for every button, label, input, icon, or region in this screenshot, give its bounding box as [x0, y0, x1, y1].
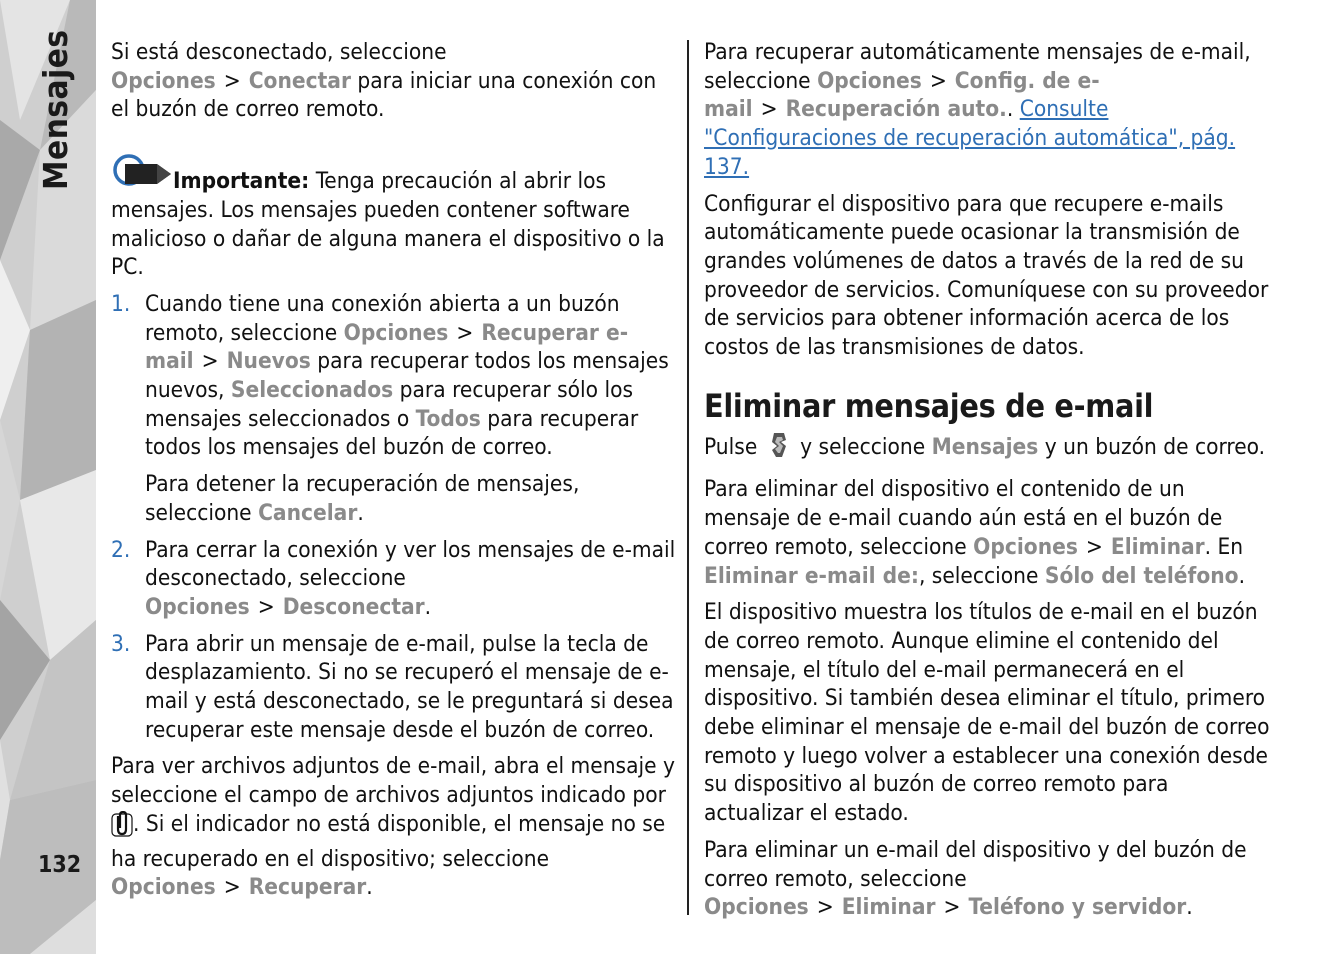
ui-option-seleccionados: Seleccionados: [230, 377, 394, 404]
separator: >: [929, 67, 947, 94]
ui-option-nuevos: Nuevos: [226, 348, 311, 375]
separator: >: [760, 96, 778, 123]
ui-option-desconectar: Desconectar: [282, 593, 425, 620]
paragraph-attachments: [111, 752, 677, 902]
page-number: 132: [38, 852, 82, 878]
ui-option-opciones: Opciones: [145, 593, 250, 620]
text: Para ver archivos adjuntos de e-mail, abra el mensaje y seleccione el campo de archivos adjuntos indicado por: [111, 753, 675, 809]
text: . En: [1204, 533, 1244, 560]
text: .: [1006, 96, 1020, 123]
text: Para eliminar del dispositivo el contenido de un mensaje de e-mail cuando aún está en el buzón de correo remoto, seleccione: [704, 476, 1223, 560]
cross-reference-link[interactable]: Consulte "Configuraciones de recuperación automática", pág. 137.: [704, 96, 1236, 180]
ui-option-recuperar: Recuperar: [248, 874, 367, 901]
important-pen-icon: [111, 150, 173, 194]
paragraph-titles: El dispositivo muestra los títulos de e-mail en el buzón de correo remoto. Aunque elimine el contenido del mensaje, el título del e-mail permanecerá en el dispositivo. Si también desea eliminar el título, primero debe eliminar el mensaje de e-mail del buzón de correo remoto y luego volver a establecer una conexión desde su dispositivo al buzón de correo remoto para actualizar el estado.: [704, 599, 1270, 827]
text: Para cerrar la conexión y ver los mensajes de e-mail desconectado, seleccione: [145, 536, 676, 592]
step-number: 3.: [111, 630, 131, 657]
ui-option-opciones: Opciones: [817, 67, 922, 94]
ui-option-todos: Todos: [415, 405, 481, 432]
list-item: [111, 630, 677, 745]
ui-option-cancelar: Cancelar: [258, 499, 358, 526]
ui-option-eliminar: Eliminar: [841, 894, 936, 921]
ui-option-opciones: Opciones: [111, 874, 216, 901]
separator: >: [943, 894, 961, 921]
text: .: [1186, 894, 1193, 921]
text: Para abrir un mensaje de e-mail, pulse la tecla de desplazamiento. Si no se recuperó el mensaje de e-mail y está desconectado, se le preguntará si desea recuperar este mensaje desde el buzón de correo.: [145, 630, 674, 743]
separator: >: [456, 319, 474, 346]
separator: >: [1085, 533, 1103, 560]
ui-option-telefono-y-servidor: Teléfono y servidor: [968, 894, 1187, 921]
step-text: [145, 536, 677, 622]
text: Pulse: [704, 433, 764, 460]
column-divider: [687, 40, 689, 915]
ui-option-eliminar: Eliminar: [1110, 533, 1205, 560]
important-text: Tenga precaución al abrir los mensajes. Los mensajes pueden contener software malicioso o dañar de alguna manera el dispositivo o la PC.: [111, 168, 665, 281]
paperclip-icon: [111, 811, 133, 845]
separator: >: [223, 67, 241, 94]
section-heading: Eliminar mensajes de e-mail: [704, 386, 1154, 425]
text: .: [424, 593, 432, 620]
text: para recuperar todos los mensajes nuevos,: [145, 348, 669, 404]
text: Si está desconectado, seleccione: [111, 39, 447, 65]
step-subtext: [145, 470, 677, 527]
paragraph-open-mailbox: [704, 430, 1272, 468]
ui-option-recuperacion-auto: Recuperación auto.: [785, 96, 1007, 123]
paragraph-auto-retrieve: [704, 38, 1272, 182]
ui-option-opciones: Opciones: [973, 533, 1078, 560]
left-column: [111, 38, 677, 910]
ui-option-opciones: Opciones: [111, 67, 216, 94]
text: para recuperar todos los mensajes del buzón de correo.: [145, 405, 639, 461]
text: .: [357, 499, 364, 526]
text: Para detener la recuperación de mensajes, seleccione: [145, 471, 580, 526]
text: .: [366, 874, 373, 901]
text: .: [1238, 562, 1245, 589]
important-note: [111, 150, 677, 282]
ui-option-eliminar-email-de: Eliminar e-mail de:: [704, 562, 919, 589]
right-column: [704, 38, 1272, 930]
step-text: [145, 630, 677, 745]
list-item: [111, 536, 677, 622]
section-title: Mensajes: [36, 29, 75, 190]
important-label: Importante:: [173, 168, 310, 195]
separator: >: [816, 894, 834, 921]
paragraph-connect: [111, 38, 677, 124]
paragraph-delete-both: [704, 836, 1272, 922]
ui-option-opciones: Opciones: [343, 319, 449, 346]
separator: >: [223, 874, 241, 901]
step-number: 1.: [111, 290, 131, 317]
text: Para eliminar un e-mail del dispositivo y del buzón de correo remoto, seleccione: [704, 836, 1247, 892]
step-number: 2.: [111, 536, 131, 563]
step-text: [145, 290, 677, 462]
separator: >: [201, 348, 219, 375]
text: . Si el indicador no está disponible, el mensaje no se ha recuperado en el dispositivo; seleccione: [111, 810, 666, 872]
paragraph-delete-content: [704, 475, 1272, 590]
text: y seleccione: [793, 433, 932, 460]
text: Para recuperar automáticamente mensajes de e-mail, seleccione: [704, 39, 1251, 94]
separator: >: [257, 593, 275, 620]
ui-option-opciones: Opciones: [704, 894, 809, 921]
menu-key-icon: [764, 430, 794, 468]
steps-list: [111, 290, 677, 745]
ui-option-recuperar-email: Recuperar e-mail: [145, 319, 629, 375]
ui-option-config-email: Config. de e-mail: [704, 67, 1100, 123]
text: , seleccione: [918, 562, 1045, 589]
ui-option-mensajes: Mensajes: [931, 433, 1039, 460]
text: para recuperar sólo los mensajes seleccionados o: [145, 377, 633, 432]
ui-option-conectar: Conectar: [248, 67, 351, 94]
text: y un buzón de correo.: [1038, 433, 1266, 460]
text: Cuando tiene una conexión abierta a un buzón remoto, seleccione: [145, 290, 620, 346]
text: para iniciar una conexión con el buzón de correo remoto.: [111, 67, 657, 123]
ui-option-solo-del-telefono: Sólo del teléfono: [1044, 562, 1239, 589]
list-item: [111, 290, 677, 528]
paragraph-data-warning: Configurar el dispositivo para que recupere e-mails automáticamente puede ocasionar la transmisión de grandes volúmenes de datos a través de la red de su proveedor de servicios. Comuníquese con su proveedor de servicios para obtener información acerca de los costos de las transmisiones de datos.: [704, 190, 1269, 361]
